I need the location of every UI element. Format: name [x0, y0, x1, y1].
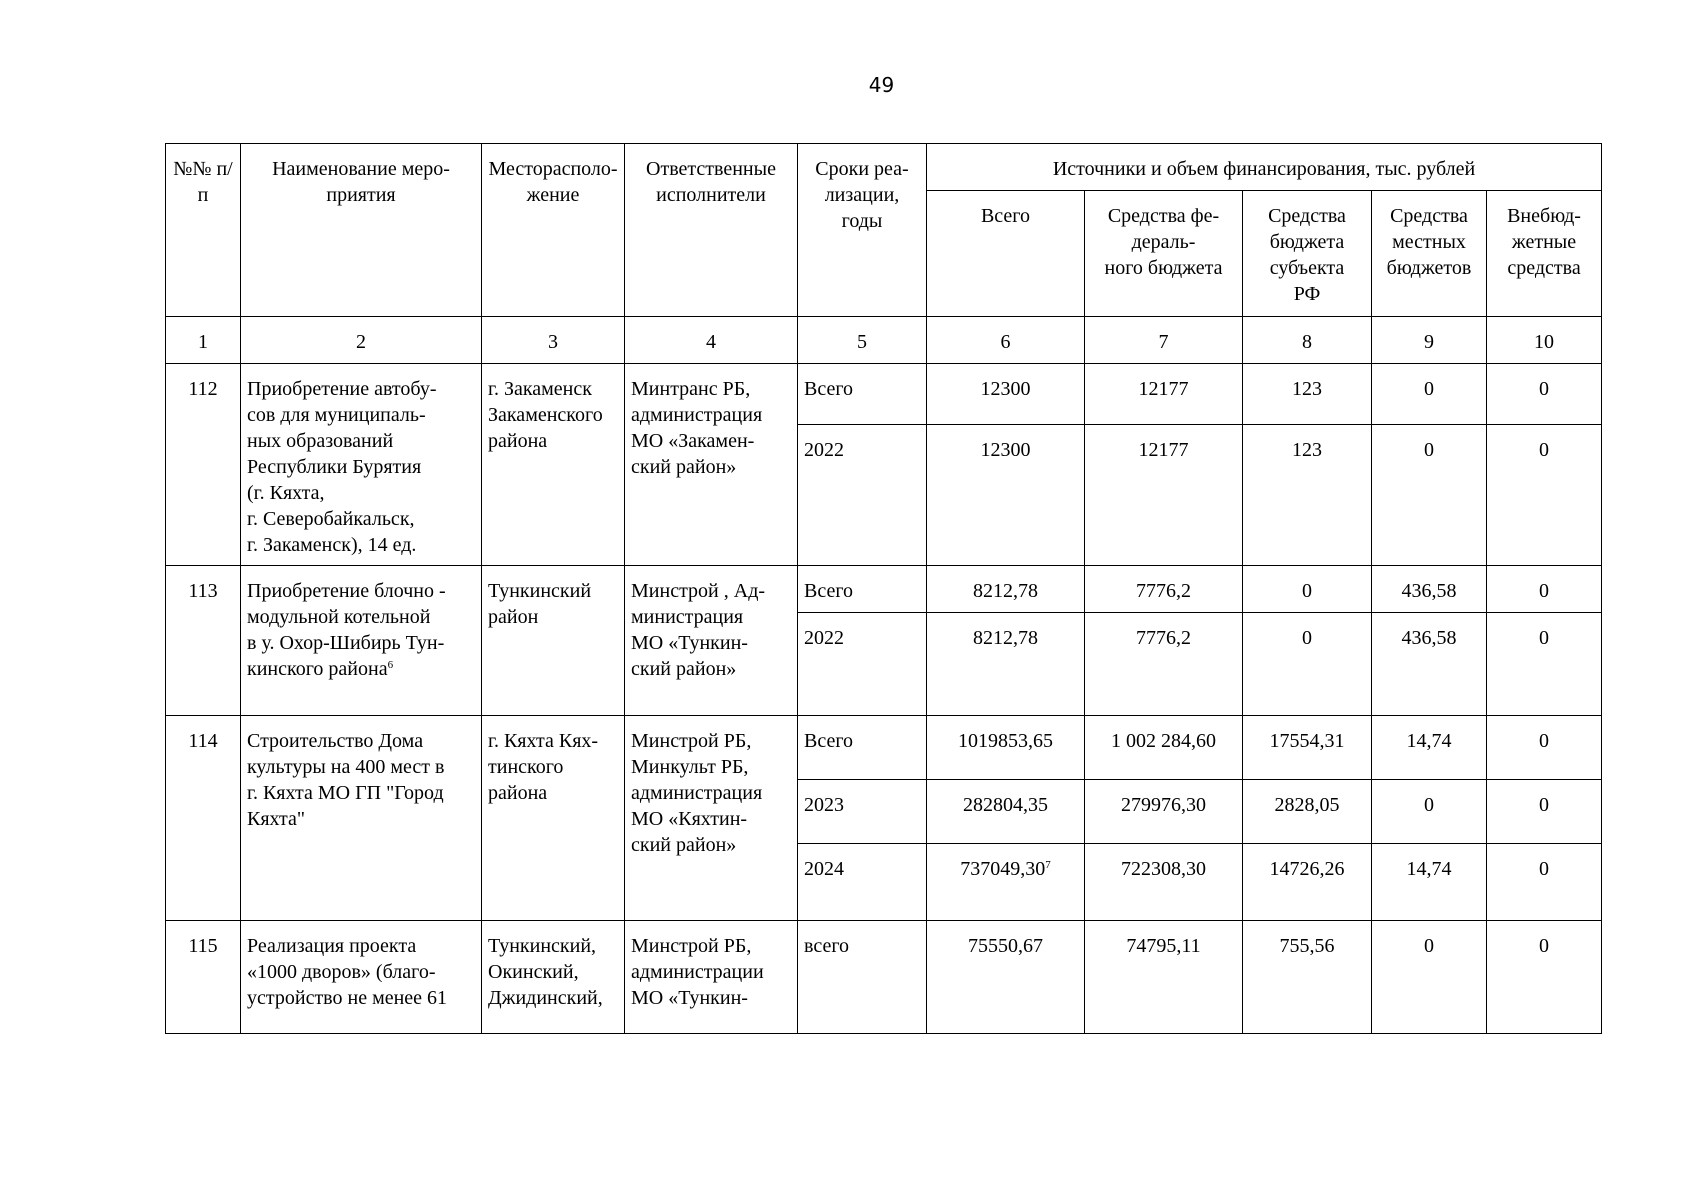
header-period-line: лизации, [824, 184, 900, 206]
header-subject-line: бюджета [1269, 231, 1345, 253]
header-name-line: приятия [326, 184, 396, 206]
header-subject-line: субъекта [1269, 257, 1345, 279]
footnote-marker: 7 [1045, 859, 1051, 871]
header-local [1372, 191, 1487, 317]
header-location-line: Месторасполо- [488, 158, 618, 180]
total-cell: 75550,67 [927, 921, 1085, 1034]
total-value: 737049,30 [960, 858, 1046, 880]
row-name-line: Приобретение блочно - [247, 580, 446, 602]
total-cell [927, 844, 1085, 921]
row-name-line: модульной котельной [247, 606, 431, 628]
local-cell: 0 [1372, 921, 1487, 1034]
extra-cell: 0 [1487, 844, 1602, 921]
row-location-line: г. Кяхта Кях- [488, 730, 599, 752]
row-name [241, 364, 482, 566]
row-name [241, 716, 482, 921]
row-location-line: район [488, 606, 539, 628]
subject-cell: 2828,05 [1243, 780, 1372, 844]
header-extra [1487, 191, 1602, 317]
local-cell: 0 [1372, 780, 1487, 844]
local-cell: 14,74 [1372, 844, 1487, 921]
row-name-line: сов для муниципаль- [247, 404, 426, 426]
column-number: 1 [166, 317, 241, 364]
header-total: Всего [927, 191, 1085, 317]
row-number: 114 [166, 716, 241, 921]
header-local-line: бюджетов [1386, 257, 1472, 279]
column-number: 6 [927, 317, 1085, 364]
row-location-line: района [488, 430, 548, 452]
row-executors-line: министрация [631, 606, 744, 628]
row-name-text: кинского района [247, 658, 388, 680]
row-name-line: Приобретение автобу- [247, 378, 437, 400]
row-name-line: устройство не менее 61 [247, 987, 448, 1009]
row-executors-line: администрации [631, 961, 764, 983]
header-number [166, 144, 241, 317]
subject-cell: 0 [1243, 566, 1372, 613]
header-extra-line: Внебюд- [1507, 205, 1581, 227]
column-number: 10 [1487, 317, 1602, 364]
row-name-line: г. Северобайкальск, [247, 508, 415, 530]
row-name [241, 566, 482, 716]
header-federal [1085, 191, 1243, 317]
header-executors-line: Ответственные [646, 158, 776, 180]
period-cell: 2024 [798, 844, 927, 921]
header-extra-line: средства [1507, 257, 1581, 279]
total-cell: 12300 [927, 425, 1085, 566]
column-number: 9 [1372, 317, 1487, 364]
page-number: 49 [868, 73, 895, 97]
header-subject-line: Средства [1268, 205, 1346, 227]
period-cell: Всего [798, 716, 927, 780]
row-name-line: Реализация проекта [247, 935, 417, 957]
column-number: 5 [798, 317, 927, 364]
header-number-label: №№ п/п [173, 158, 233, 206]
extra-cell: 0 [1487, 921, 1602, 1034]
row-executors [625, 364, 798, 566]
row-location-line: Джидинский, [488, 987, 603, 1009]
period-cell: 2022 [798, 425, 927, 566]
row-executors-line: МО «Кяхтин- [631, 808, 748, 830]
row-name-line: Республики Бурятия [247, 456, 422, 478]
row-executors-line: Минтранс РБ, [631, 378, 751, 400]
row-name-line: культуры на 400 мест в [247, 756, 445, 778]
extra-cell: 0 [1487, 566, 1602, 613]
row-executors-line: МО «Тункин- [631, 632, 748, 654]
row-name-line [247, 656, 475, 682]
header-name [241, 144, 482, 317]
header-subject [1243, 191, 1372, 317]
subject-cell: 14726,26 [1243, 844, 1372, 921]
total-cell: 8212,78 [927, 613, 1085, 716]
subject-cell: 123 [1243, 364, 1372, 425]
row-executors [625, 921, 798, 1034]
header-extra-line: жетные [1511, 231, 1577, 253]
federal-cell: 74795,11 [1085, 921, 1243, 1034]
header-row-1 [166, 144, 1602, 191]
row-location-line: Закаменского [488, 404, 603, 426]
row-executors [625, 566, 798, 716]
extra-cell: 0 [1487, 613, 1602, 716]
row-executors-line: МО «Закамен- [631, 430, 755, 452]
total-cell: 282804,35 [927, 780, 1085, 844]
row-name-line: Строительство Дома [247, 730, 424, 752]
row-location-line: Тункинский [488, 580, 592, 602]
header-subject-line: РФ [1293, 283, 1321, 305]
row-executors-line: администрация [631, 404, 763, 426]
subject-cell: 17554,31 [1243, 716, 1372, 780]
header-funding-group: Источники и объем финансирования, тыс. рублей [927, 144, 1602, 191]
subject-cell: 755,56 [1243, 921, 1372, 1034]
row-executors-line: ский район» [631, 658, 737, 680]
column-number-row [166, 317, 1602, 364]
total-cell: 12300 [927, 364, 1085, 425]
table-row [166, 921, 1602, 1034]
period-cell: 2023 [798, 780, 927, 844]
period-cell: всего [798, 921, 927, 1034]
row-location [482, 921, 625, 1034]
column-number: 4 [625, 317, 798, 364]
row-executors [625, 716, 798, 921]
federal-cell: 7776,2 [1085, 566, 1243, 613]
federal-cell: 12177 [1085, 425, 1243, 566]
table-row [166, 364, 1602, 425]
row-number: 115 [166, 921, 241, 1034]
local-cell: 436,58 [1372, 613, 1487, 716]
row-name-line: г. Кяхта МО ГП "Город [247, 782, 444, 804]
header-location-line: жение [526, 184, 580, 206]
row-name-line: ных образований [247, 430, 394, 452]
row-executors-line: Минстрой РБ, [631, 730, 752, 752]
total-cell: 1019853,65 [927, 716, 1085, 780]
header-local-line: местных [1392, 231, 1466, 253]
header-location [482, 144, 625, 317]
header-executors [625, 144, 798, 317]
header-executors-line: исполнители [656, 184, 766, 206]
column-number: 8 [1243, 317, 1372, 364]
header-name-line: Наименование меро- [272, 158, 450, 180]
extra-cell: 0 [1487, 425, 1602, 566]
row-location [482, 364, 625, 566]
row-location-line: Тункинский, [488, 935, 597, 957]
federal-cell: 7776,2 [1085, 613, 1243, 716]
header-period-line: Сроки реа- [815, 158, 909, 180]
row-name-line: в у. Охор-Шибирь Тун- [247, 632, 445, 654]
row-executors-line: администрация [631, 782, 763, 804]
row-location [482, 716, 625, 921]
extra-cell: 0 [1487, 364, 1602, 425]
header-federal-line: дераль- [1131, 231, 1196, 253]
subject-cell: 0 [1243, 613, 1372, 716]
federal-cell: 279976,30 [1085, 780, 1243, 844]
row-executors-line: Минстрой РБ, [631, 935, 752, 957]
row-location-line: г. Закаменск [488, 378, 592, 400]
local-cell: 436,58 [1372, 566, 1487, 613]
federal-cell: 12177 [1085, 364, 1243, 425]
header-federal-line: Средства фе- [1107, 205, 1220, 227]
row-name-line: «1000 дворов» (благо- [247, 961, 436, 983]
row-name [241, 921, 482, 1034]
row-location-line: Окинский, [488, 961, 579, 983]
financing-table [165, 143, 1602, 1034]
header-period-line: годы [841, 210, 883, 232]
row-executors-line: Минкульт РБ, [631, 756, 749, 778]
row-executors-line: ский район» [631, 456, 737, 478]
period-cell: Всего [798, 364, 927, 425]
row-location-line: района [488, 782, 548, 804]
federal-cell: 1 002 284,60 [1085, 716, 1243, 780]
column-number: 7 [1085, 317, 1243, 364]
local-cell: 0 [1372, 364, 1487, 425]
column-number: 2 [241, 317, 482, 364]
total-cell: 8212,78 [927, 566, 1085, 613]
row-executors-line: МО «Тункин- [631, 987, 748, 1009]
table-row [166, 566, 1602, 613]
row-executors-line: ский район» [631, 834, 737, 856]
period-cell: 2022 [798, 613, 927, 716]
header-period [798, 144, 927, 317]
row-location [482, 566, 625, 716]
extra-cell: 0 [1487, 716, 1602, 780]
local-cell: 0 [1372, 425, 1487, 566]
header-federal-line: ного бюджета [1104, 257, 1223, 279]
local-cell: 14,74 [1372, 716, 1487, 780]
subject-cell: 123 [1243, 425, 1372, 566]
row-number: 112 [166, 364, 241, 566]
row-name-line: г. Закаменск), 14 ед. [247, 534, 417, 556]
row-name-line: (г. Кяхта, [247, 482, 325, 504]
table-row [166, 716, 1602, 780]
row-executors-line: Минстрой , Ад- [631, 580, 766, 602]
row-location-line: тинского [488, 756, 564, 778]
footnote-marker: 6 [387, 659, 394, 671]
header-local-line: Средства [1390, 205, 1468, 227]
column-number: 3 [482, 317, 625, 364]
federal-cell: 722308,30 [1085, 844, 1243, 921]
row-number: 113 [166, 566, 241, 716]
period-cell: Всего [798, 566, 927, 613]
extra-cell: 0 [1487, 780, 1602, 844]
row-name-line: Кяхта" [247, 808, 306, 830]
